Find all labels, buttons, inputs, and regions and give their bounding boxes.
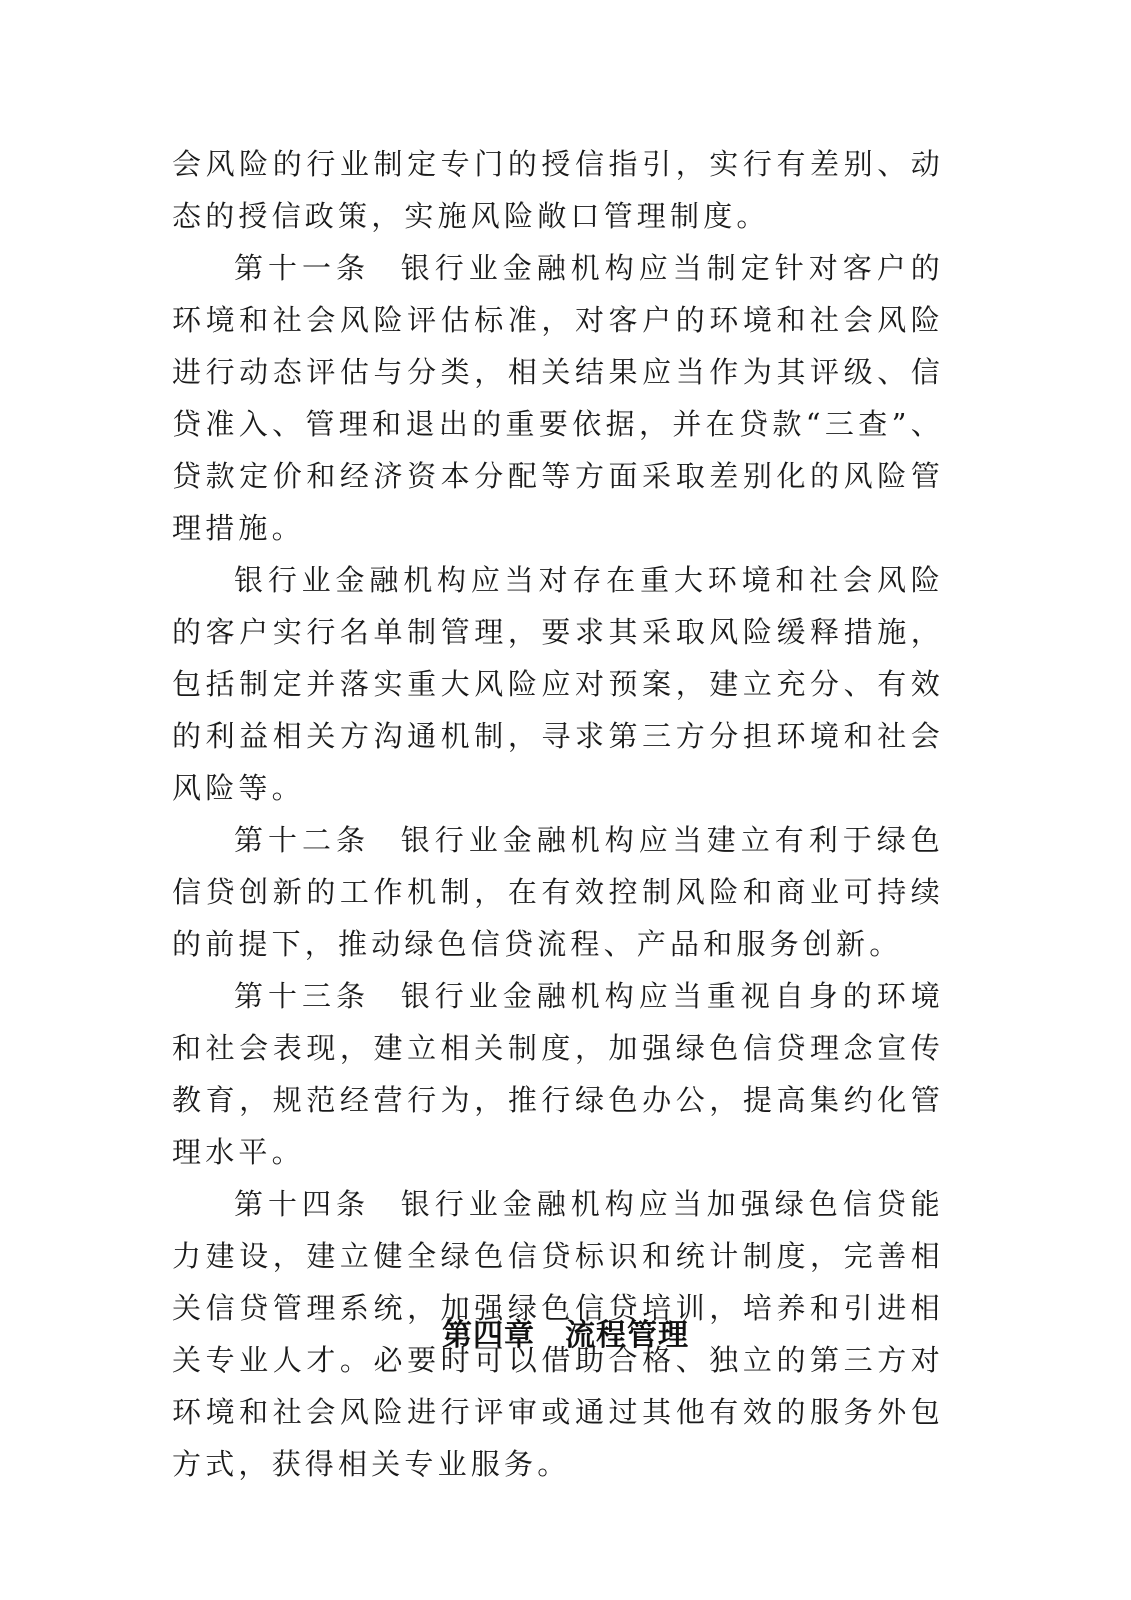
paragraph-continuation xyxy=(172,138,944,242)
paragraph-text: 银行业金融机构应当制定针对客户的环境和社会风险评估标准，对客户的环境和社会风险进行动态评估与分类，相关结果应当作为其评级、信贷准入、管理和退出的重要依据，并在贷款“三查”、贷款定价和经济资本分配等方面采取差别化的风险管理措施。 xyxy=(172,251,944,545)
article-12-paragraph xyxy=(172,814,944,970)
article-11-second-paragraph xyxy=(172,554,944,814)
article-number: 第十四条 xyxy=(234,1187,370,1221)
chapter-number: 第四章 xyxy=(442,1318,535,1353)
paragraph-text: 银行业金融机构应当重视自身的环境和社会表现，建立相关制度，加强绿色信贷理念宣传教育，规范经营行为，推行绿色办公，提高集约化管理水平。 xyxy=(172,979,944,1169)
article-number: 第十二条 xyxy=(234,823,370,857)
paragraph-text: 银行业金融机构应当对存在重大环境和社会风险的客户实行名单制管理，要求其采取风险缓释措施，包括制定并落实重大风险应对预案，建立充分、有效的利益相关方沟通机制，寻求第三方分担环境和社会风险等。 xyxy=(172,563,944,805)
article-number: 第十三条 xyxy=(234,979,370,1013)
chapter-title: 流程管理 xyxy=(565,1318,689,1353)
article-number: 第十一条 xyxy=(234,251,370,285)
paragraph-text: 会风险的行业制定专门的授信指引，实行有差别、动态的授信政策，实施风险敞口管理制度。 xyxy=(172,147,944,233)
body-text xyxy=(172,138,944,1490)
article-13-paragraph xyxy=(172,970,944,1178)
chapter-heading xyxy=(0,1310,1131,1354)
paragraph-text: 银行业金融机构应当建立有利于绿色信贷创新的工作机制，在有效控制风险和商业可持续的前提下，推动绿色信贷流程、产品和服务创新。 xyxy=(172,823,944,961)
paragraph-text: 银行业金融机构应当加强绿色信贷能力建设，建立健全绿色信贷标识和统计制度，完善相关信贷管理系统，加强绿色信贷培训，培养和引进相关专业人才。必要时可以借助合格、独立的第三方对环境和社会风险进行评审或通过其他有效的服务外包方式，获得相关专业服务。 xyxy=(172,1187,944,1481)
article-11-paragraph xyxy=(172,242,944,554)
